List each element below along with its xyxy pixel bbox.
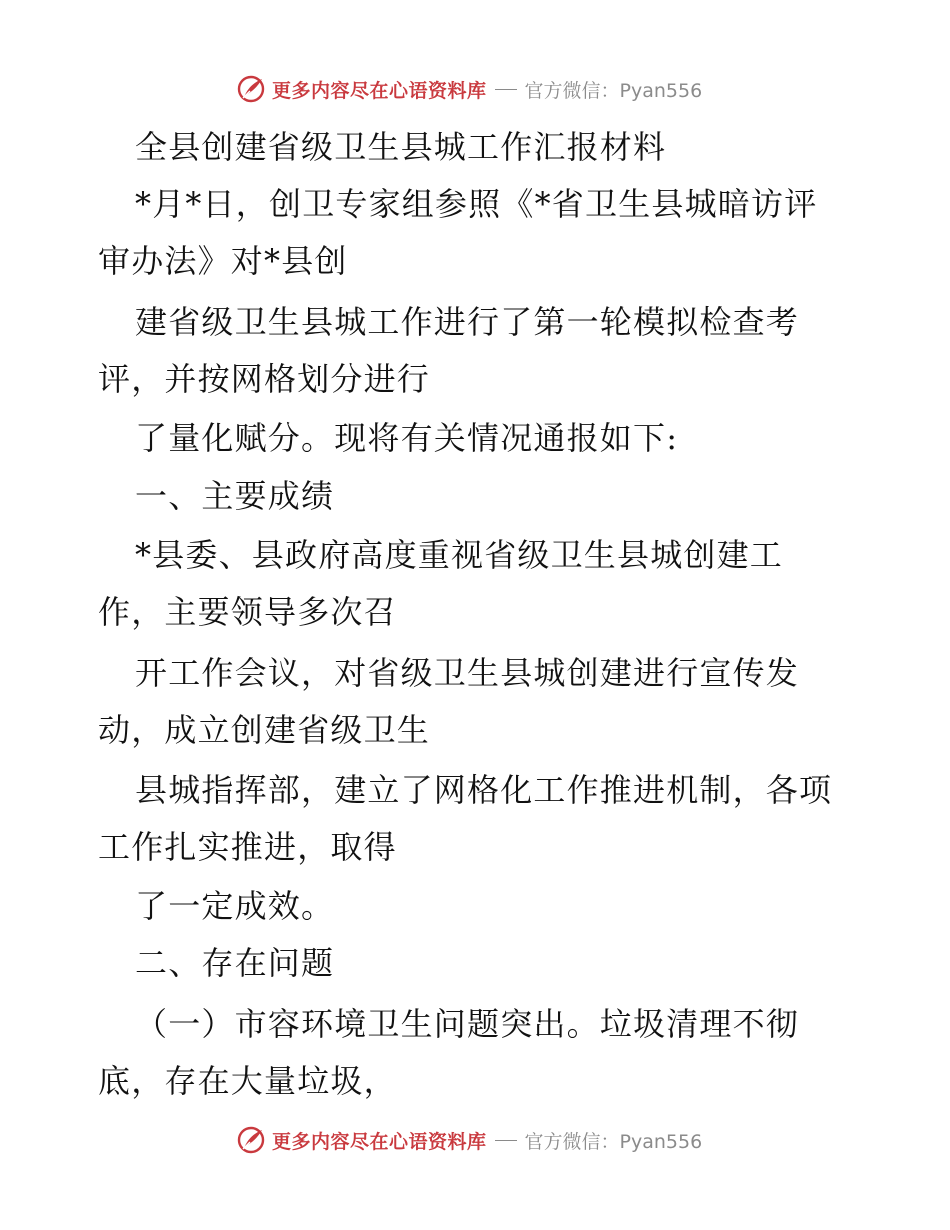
watermark-dash [495,89,517,90]
feather-pen-logo-icon [236,1125,266,1155]
paragraph-line: 底，存在大量垃圾， [98,1062,397,1100]
watermark-footer [236,1123,756,1157]
section-heading: 二、存在问题 [135,944,335,982]
paragraph-line: 评，并按网格划分进行 [98,360,431,398]
paragraph-line: 建省级卫生县城工作进行了第一轮模拟检查考 [135,303,800,341]
paragraph-line: 了一定成效。 [135,887,335,925]
feather-pen-logo-icon [236,74,266,104]
watermark-dash [495,1140,517,1141]
paragraph-line: 开工作会议，对省级卫生县城创建进行宣传发 [135,654,800,692]
paragraph-line: *县委、县政府高度重视省级卫生县城创建工 [135,536,784,574]
watermark-contact-text: 官方微信：Pyan556 [524,79,703,102]
paragraph-line: 审办法》对*县创 [98,242,348,280]
paragraph-line: *月*日，创卫专家组参照《*省卫生县城暗访评 [135,185,818,223]
paragraph-line: 作，主要领导多次召 [98,593,397,631]
paragraph-line: 动，成立创建省级卫生 [98,711,431,749]
watermark-header [236,72,756,106]
document-title: 全县创建省级卫生县城工作汇报材料 [135,128,667,166]
watermark-brand-text: 更多内容尽在心语资料库 [272,79,487,102]
section-heading: 一、主要成绩 [135,477,335,515]
paragraph-line: 了量化赋分。现将有关情况通报如下: [135,419,679,457]
watermark-brand-text: 更多内容尽在心语资料库 [272,1130,487,1153]
paragraph-line: 工作扎实推进，取得 [98,828,397,866]
paragraph-line: 县城指挥部，建立了网格化工作推进机制，各项 [135,771,833,809]
watermark-contact-text: 官方微信：Pyan556 [524,1130,703,1153]
paragraph-line: （一）市容环境卫生问题突出。垃圾清理不彻 [135,1005,800,1043]
